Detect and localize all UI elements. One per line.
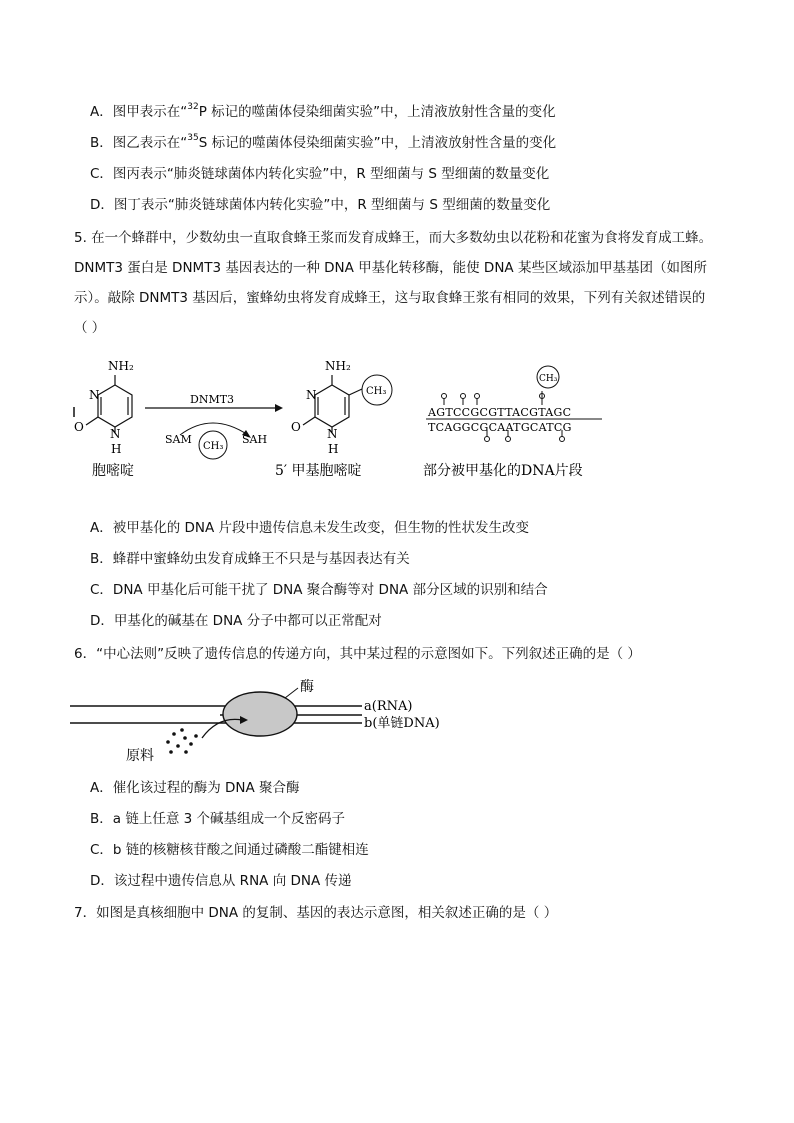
q5-option-b: B．蜂群中蜜蜂幼虫发育成蜂王不只是与基因表达有关 [90, 551, 410, 567]
q5-option-d: D．甲基化的碱基在 DNA 分子中都可以正常配对 [90, 613, 382, 629]
q6-process-figure [70, 676, 490, 766]
q4-option-a: A．图甲表示在“$^{32}$P 标记的噬菌体侵染细菌实验”中，上清液放射性含量的变化 [90, 102, 556, 120]
cytosine-structure [86, 375, 132, 433]
q4-option-c: C．图丙表示“肺炎链球菌体内转化实验”中，R 型细菌与 S 型细菌的数量变化 [90, 166, 550, 182]
label-cytosine: 胞嘧啶 [92, 463, 134, 479]
enzyme-ellipse [223, 692, 297, 736]
q5-stem-line-3: 示）。敲除 DNMT3 基因后，蜜蜂幼虫将发育成蜂王，这与取食蜂王浆有相同的效果，下列有关叙述错误的 [74, 290, 706, 306]
label-dna-fragment: 部分被甲基化的DNA片段 [423, 463, 583, 479]
q5-methylation-figure [70, 355, 630, 490]
q4-option-d: D．图丁表示“肺炎链球菌体内转化实验”中，R 型细菌与 S 型细菌的数量变化 [90, 197, 551, 213]
label-ch3-bound: CH₃ [366, 386, 387, 397]
q6-stem: 6．“中心法则”反映了遗传信息的传递方向，其中某过程的示意图如下。下列叙述正确的是（ ） [74, 646, 641, 662]
q7-stem: 7．如图是真核细胞中 DNA 的复制、基因的表达示意图，相关叙述正确的是（ ） [74, 905, 558, 921]
mc-nh2: NH₂ [325, 359, 351, 373]
q5-stem-line-4: （ ） [74, 320, 106, 336]
mc-h: H [328, 442, 339, 456]
q5-option-c: C．DNA 甲基化后可能干扰了 DNA 聚合酶等对 DNA 部分区域的识别和结合 [90, 582, 548, 598]
label-dnmt3: DNMT3 [190, 393, 235, 406]
q5-stem-line-1: 5. 在一个蜂群中，少数幼虫一直取食蜂王浆而发育成蜂王，而大多数幼虫以花粉和花蜜为食将发育成工蜂。 [74, 230, 713, 246]
label-raw-material: 原料 [126, 748, 154, 764]
methylcytosine-structure [303, 375, 362, 433]
label-ch3-free: CH₃ [203, 441, 224, 452]
label-chain-a: a(RNA) [364, 699, 413, 714]
label-sam: SAM [165, 433, 192, 446]
q4-option-b: B．图乙表示在“$^{35}$S 标记的噬菌体侵染细菌实验”中，上清液放射性含量的变化 [90, 133, 557, 151]
cytosine-n1: N [110, 427, 121, 441]
cytosine-n3: N [89, 388, 100, 402]
label-chain-b: b(单链DNA) [364, 716, 440, 731]
q5-option-a: A．被甲基化的 DNA 片段中遗传信息未发生改变，但生物的性状发生改变 [90, 520, 530, 536]
cytosine-nh2: NH₂ [108, 359, 134, 373]
mc-n1: N [327, 427, 338, 441]
arrow-head-icon [275, 404, 283, 412]
q6-option-d: D．该过程中遗传信息从 RNA 向 DNA 传递 [90, 873, 352, 889]
q6-option-c: C．b 链的核糖核苷酸之间通过磷酸二酯键相连 [90, 842, 369, 858]
cytosine-h: H [111, 442, 122, 456]
mc-o: O [291, 420, 301, 434]
label-enzyme: 酶 [300, 679, 314, 695]
q6-option-a: A．催化该过程的酶为 DNA 聚合酶 [90, 780, 300, 796]
label-sah: SAH [242, 433, 268, 446]
dna-top-strand: AGTCCGCGTTACGTAGC [428, 406, 572, 419]
q6-option-b: B．a 链上任意 3 个碱基组成一个反密码子 [90, 811, 345, 827]
raw-material-dots [166, 728, 198, 754]
label-5mc: 5′ 甲基胞嘧啶 [275, 463, 362, 479]
mc-n3: N [306, 388, 317, 402]
dna-bottom-strand: TCAGGCGCAATGCATCG [428, 421, 572, 434]
label-ch3-dna: CH₃ [539, 374, 558, 384]
cytosine-o: O [74, 420, 84, 434]
q5-stem-line-2: DNMT3 蛋白是 DNMT3 基因表达的一种 DNA 甲基化转移酶，能使 DNA 某些区域添加甲基基团（如图所 [74, 260, 707, 276]
